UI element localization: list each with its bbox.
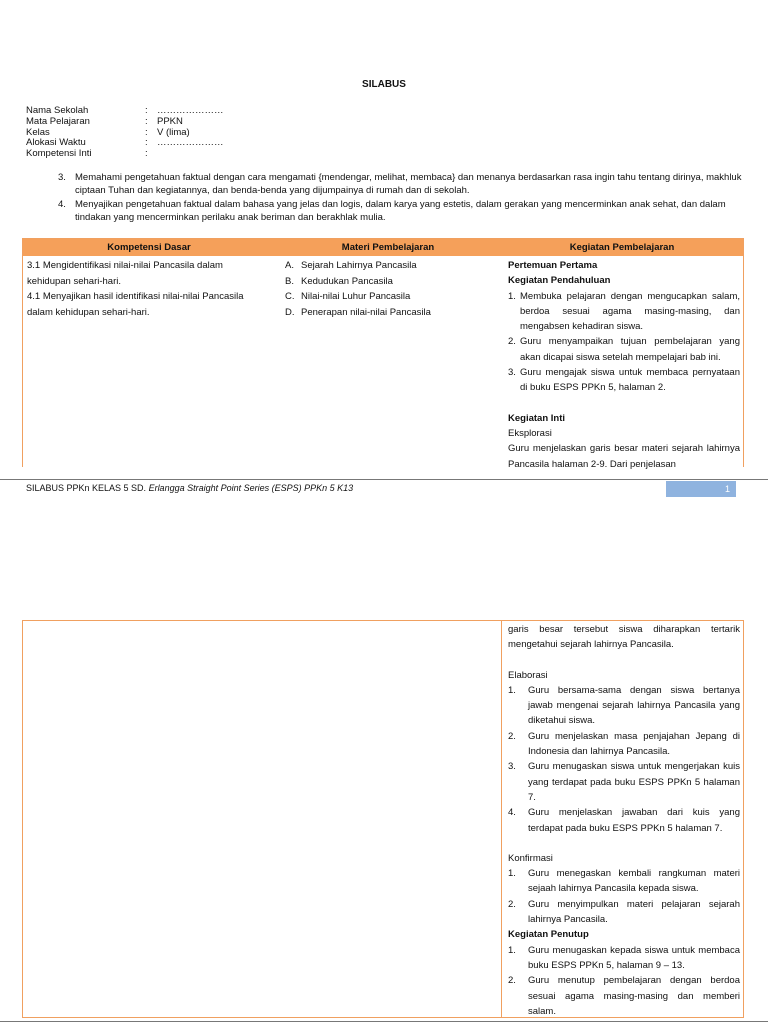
exploration-text: Guru menjelaskan garis besar materi sejarah lahirnya Pancasila halaman 2-9. Dari penjelasan	[508, 443, 740, 470]
step-text: Membuka pelajaran dengan mengucapkan salam, berdoa sesuai agama masing-masing, dan mengabsen kehadiran siswa.	[520, 290, 740, 333]
activity-step	[508, 729, 740, 760]
footer-text-plain: SILABUS PPKn KELAS 5 SD.	[26, 483, 149, 493]
step-number: 1.	[508, 684, 516, 696]
step-number: 2.	[508, 336, 516, 348]
material-item	[285, 258, 495, 274]
material-column	[285, 258, 495, 320]
intro-activity-title: Kegiatan Pendahuluan	[508, 275, 611, 287]
item-text: Kedudukan Pancasila	[301, 275, 393, 287]
footer-text	[26, 483, 353, 493]
step-text: Guru menugaskan kepada siswa untuk membaca buku ESPS PPKn 5, halaman 9 – 13.	[528, 944, 740, 971]
item-letter: B.	[285, 275, 294, 287]
elaboration-title: Elaborasi	[508, 669, 548, 681]
basic-competence-column	[27, 258, 263, 320]
activity-step	[508, 973, 740, 1019]
activity-step	[508, 289, 740, 335]
meta-row-subject	[26, 117, 224, 128]
basic-competence-item: 4.1 Menyajikan hasil identifikasi nilai-nilai Pancasila dalam kehidupan sehari-hari.	[27, 291, 244, 318]
item-letter: D.	[285, 306, 295, 318]
step-text: Guru bersama-sama dengan siswa bertanya jawab mengenai sejarah lahirnya Pancasila yang diketahui siswa.	[528, 684, 740, 727]
meeting-title: Pertemuan Pertama	[508, 260, 598, 271]
meta-label: Mata Pelajaran	[26, 115, 90, 127]
meta-colon: :	[145, 137, 148, 149]
core-competence-list	[58, 171, 748, 225]
page-number-badge: 1	[666, 481, 736, 497]
step-number: 2.	[508, 898, 516, 910]
bottom-divider	[0, 1021, 768, 1022]
step-number: 2.	[508, 730, 516, 742]
step-number: 1.	[508, 290, 516, 302]
step-number: 2.	[508, 975, 516, 987]
confirmation-title: Konfirmasi	[508, 852, 553, 864]
step-text: Guru menegaskan kembali rangkuman materi sejaah lahirnya Pancasila kepada siswa.	[528, 868, 740, 895]
column-divider	[501, 621, 502, 1017]
core-competence-item	[58, 198, 748, 224]
meta-value: …………………	[157, 137, 224, 149]
item-text: Sejarah Lahirnya Pancasila	[301, 260, 417, 271]
footer-text-italic: Erlangga Straight Point Series (ESPS) PPKn 5 K13	[148, 483, 354, 493]
activity-step	[508, 866, 740, 897]
step-number: 3.	[508, 761, 516, 773]
step-text: Guru menjelaskan masa penjajahan Jepang di Indonesia dan lahirnya Pancasila.	[528, 730, 740, 758]
step-text: Guru menyampaikan tujuan pembelajaran yang akan dicapai siswa setelah mempelajari bab ini.	[520, 336, 740, 363]
core-competence-item	[58, 171, 748, 197]
activity-step	[508, 759, 740, 805]
meta-value: PPKN	[157, 115, 183, 127]
document-title: SILABUS	[362, 79, 406, 90]
step-text: Guru menugaskan siswa untuk mengerjakan kuis yang terdapat pada buku ESPS PPKn 5 halaman 7.	[528, 761, 740, 803]
activity-step	[508, 943, 740, 974]
footer-divider	[0, 479, 768, 480]
syllabus-table	[22, 238, 744, 470]
activity-step	[508, 334, 740, 365]
item-text: Menyajikan pengetahuan faktual dalam bahasa yang jelas dan logis, dalam karya yang estetis, dalam gerakan yang mencerminkan anak sehat, dan dalam tindakan yang mencerminkan perilaku anak beriman dan berakhlak mulia.	[75, 199, 726, 223]
material-item	[285, 289, 495, 305]
step-number: 1.	[508, 944, 516, 956]
header-kompetensi-dasar: Kompetensi Dasar	[107, 242, 191, 253]
header-kegiatan: Kegiatan Pembelajaran	[569, 242, 675, 253]
item-letter: C.	[285, 291, 295, 302]
item-letter: A.	[285, 260, 294, 271]
activity-column-continued	[508, 622, 740, 1019]
material-item	[285, 305, 495, 321]
step-text: Guru menutup pembelajaran dengan berdoa sesuai agama masing-masing dan memberi salam.	[528, 975, 740, 1017]
exploration-title: Eksplorasi	[508, 427, 552, 439]
meta-label: Nama Sekolah	[26, 105, 89, 116]
activity-step	[508, 683, 740, 729]
meta-colon: :	[145, 148, 148, 160]
item-text: Nilai-nilai Luhur Pancasila	[301, 291, 411, 302]
step-text: Guru menyimpulkan materi pelajaran sejarah lahirnya Pancasila.	[528, 898, 740, 926]
basic-competence-item: 3.1 Mengidentifikasi nilai-nilai Pancasila dalam kehidupan sehari-hari.	[27, 260, 223, 287]
meta-colon: :	[145, 105, 148, 116]
activity-step	[508, 897, 740, 928]
table-header	[23, 239, 743, 256]
activity-step	[508, 365, 740, 396]
item-text: Memahami pengetahuan faktual dengan cara mengamati {mendengar, melihat, membaca} dan menanya berdasarkan rasa ingin tahu tentang dirinya, makhluk ciptaan Tuhan dan kegiatannya, dan benda-benda yang dijumpainya di rumah dan di sekolah.	[75, 172, 742, 196]
step-number: 1.	[508, 868, 516, 880]
item-text: Penerapan nilai-nilai Pancasila	[301, 306, 431, 318]
core-activity-title: Kegiatan Inti	[508, 412, 566, 424]
activity-step	[508, 805, 740, 836]
meta-colon: :	[145, 126, 148, 138]
meta-label: Kompetensi Inti	[26, 148, 92, 160]
meta-row-core-competence	[26, 149, 224, 160]
activity-column	[508, 258, 740, 472]
step-number: 3.	[508, 367, 516, 379]
meta-label: Alokasi Waktu	[26, 137, 86, 149]
step-text: Guru mengajak siswa untuk membaca pernyataan di buku ESPS PPKn 5, halaman 2.	[520, 367, 740, 394]
step-text: Guru menjelaskan jawaban dari kuis yang terdapat pada buku ESPS PPKn 5 halaman 7.	[528, 807, 740, 834]
meta-value: …………………	[157, 105, 224, 116]
material-item	[285, 274, 495, 290]
exploration-text-continued: garis besar tersebut siswa diharapkan tertarik mengetahui sejarah lahirnya Pancasila.	[508, 624, 740, 651]
step-number: 4.	[508, 807, 516, 819]
closing-activity-title: Kegiatan Penutup	[508, 929, 589, 941]
meta-value: V (lima)	[157, 126, 190, 138]
syllabus-table-continued	[22, 620, 744, 1018]
header-materi: Materi Pembelajaran	[341, 242, 435, 253]
meta-colon: :	[145, 115, 148, 127]
item-number: 3.	[58, 172, 66, 183]
item-number: 4.	[58, 199, 66, 210]
meta-label: Kelas	[26, 126, 50, 138]
syllabus-meta	[26, 106, 224, 160]
